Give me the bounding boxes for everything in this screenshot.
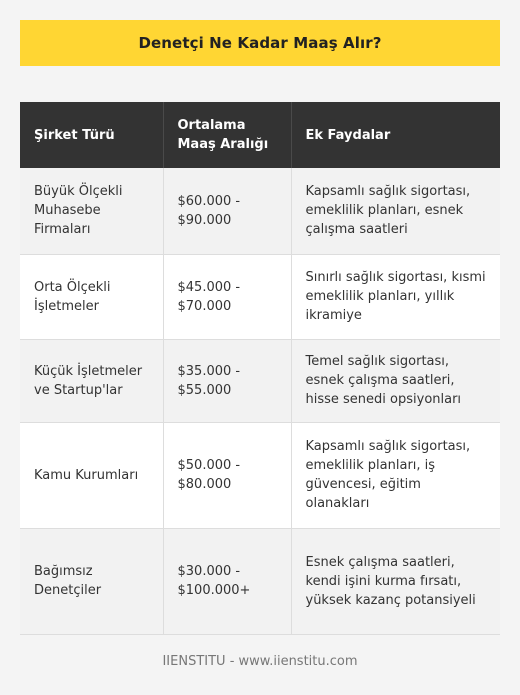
column-header-company-type: Şirket Türü [20, 102, 163, 168]
salary-table [20, 102, 500, 635]
column-header-salary-range: Ortalama Maaş Aralığı [163, 102, 291, 168]
table-row [20, 528, 500, 634]
column-header-benefits: Ek Faydalar [291, 102, 500, 168]
table-cell-benefits: Sınırlı sağlık sigortası, kısmi emeklilik planları, yıllık ikramiye [291, 254, 500, 339]
table-cell-benefits: Kapsamlı sağlık sigortası, emeklilik planları, iş güvencesi, eğitim olanakları [291, 422, 500, 528]
table-cell-salary-range: $50.000 - $80.000 [163, 422, 291, 528]
table-cell-company-type: Büyük Ölçekli Muhasebe Firmaları [20, 168, 163, 254]
table-cell-salary-range: $30.000 - $100.000+ [163, 528, 291, 634]
title-banner [20, 20, 500, 66]
table-row [20, 422, 500, 528]
page-title: Denetçi Ne Kadar Maaş Alır? [138, 34, 382, 52]
footer-credit: IIENSTITU - www.iienstitu.com [162, 654, 358, 669]
table-row [20, 339, 500, 422]
table-cell-company-type: Bağımsız Denetçiler [20, 528, 163, 634]
table-cell-benefits: Temel sağlık sigortası, esnek çalışma saatleri, hisse senedi opsiyonları [291, 339, 500, 422]
table-cell-salary-range: $60.000 - $90.000 [163, 168, 291, 254]
table-row [20, 168, 500, 254]
table-cell-benefits: Kapsamlı sağlık sigortası, emeklilik planları, esnek çalışma saatleri [291, 168, 500, 254]
table-row [20, 254, 500, 339]
table-cell-company-type: Orta Ölçekli İşletmeler [20, 254, 163, 339]
table-cell-benefits: Esnek çalışma saatleri, kendi işini kurma fırsatı, yüksek kazanç potansiyeli [291, 528, 500, 634]
table-cell-salary-range: $45.000 - $70.000 [163, 254, 291, 339]
table-cell-salary-range: $35.000 - $55.000 [163, 339, 291, 422]
table-cell-company-type: Küçük İşletmeler ve Startup'lar [20, 339, 163, 422]
table-cell-company-type: Kamu Kurumları [20, 422, 163, 528]
table-header-row [20, 102, 500, 168]
